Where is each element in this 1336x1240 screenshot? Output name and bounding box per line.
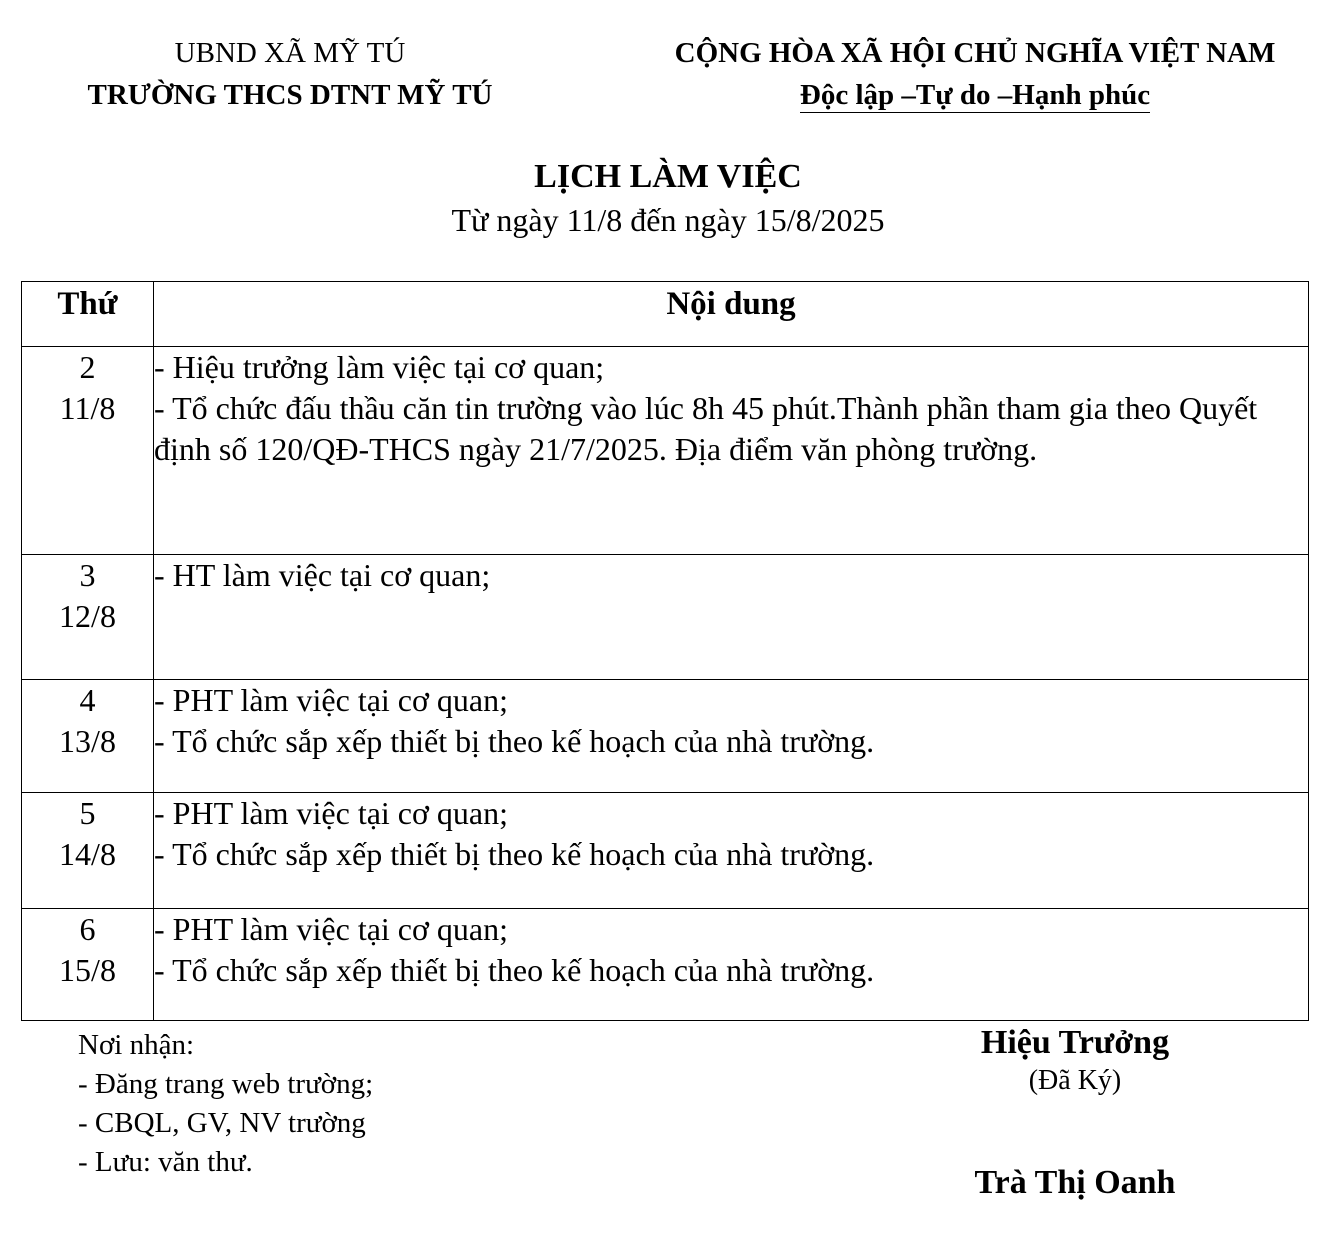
date: 11/8 [59,390,116,426]
content-line: - HT làm việc tại cơ quan; [154,557,491,593]
content-line: - Tổ chức sắp xếp thiết bị theo kế hoạch của nhà trường. [154,836,875,872]
recipients-label: Nơi nhận: [78,1029,195,1061]
signer-title: Hiệu Trưởng [980,1024,1170,1061]
content-line: - PHT làm việc tại cơ quan; [154,911,509,947]
header-content: Nội dung [154,282,1309,347]
date: 12/8 [59,598,116,634]
recipient-item: - Lưu: văn thư. [78,1146,253,1178]
weekday: 6 [79,911,96,947]
table-row [22,909,1309,1021]
weekday: 2 [79,349,96,385]
day-cell [22,680,154,793]
signer-name: Trà Thị Oanh [974,1164,1176,1201]
weekday: 3 [79,557,96,593]
table-row [22,680,1309,793]
content-cell [154,347,1309,555]
day-cell [22,909,154,1021]
national-motto [630,74,1320,116]
weekday: 4 [79,682,96,718]
issuer-school-text: TRƯỜNG THCS DTNT MỸ TÚ [87,79,493,111]
content-line: - Tổ chức sắp xếp thiết bị theo kế hoạch của nhà trường. [154,723,875,759]
recipients-block [78,1026,373,1182]
date: 14/8 [59,836,116,872]
table-row [22,347,1309,555]
issuer-block [40,32,540,116]
recipient-item: - Đăng trang web trường; [78,1068,374,1100]
content-cell [154,793,1309,909]
content-line: - Tổ chức đấu thầu căn tin trường vào lúc 8h 45 phút.Thành phần tham gia theo Quyết định số 120/QĐ-THCS ngày 21/7/2025. Địa điểm văn phòng trường. [154,390,1258,467]
content-cell [154,909,1309,1021]
date: 15/8 [59,952,116,988]
content-line: - Hiệu trưởng làm việc tại cơ quan; [154,349,605,385]
day-cell [22,347,154,555]
date: 13/8 [59,723,116,759]
document-subtitle: Từ ngày 11/8 đến ngày 15/8/2025 [451,202,885,238]
table-row [22,555,1309,680]
table-header-row [22,282,1309,347]
content-line: - PHT làm việc tại cơ quan; [154,795,509,831]
content-line: - Tổ chức sắp xếp thiết bị theo kế hoạch của nhà trường. [154,952,875,988]
recipient-item: - CBQL, GV, NV trường [78,1107,366,1139]
schedule-table [21,281,1309,1021]
table-row [22,793,1309,909]
day-cell [22,793,154,909]
issuer-school [40,74,540,116]
signed-note: (Đã Ký) [1028,1065,1122,1096]
national-motto-text: Độc lập –Tự do –Hạnh phúc [799,79,1151,111]
document-title-block [0,154,1336,240]
national-motto-block [630,32,1320,116]
issuer-authority: UBND XÃ MỸ TÚ [174,37,406,69]
signature-block [900,1022,1250,1204]
content-line: - PHT làm việc tại cơ quan; [154,682,509,718]
day-cell [22,555,154,680]
header-weekday: Thứ [22,282,154,347]
weekday: 5 [79,795,96,831]
content-cell [154,555,1309,680]
national-title: CỘNG HÒA XÃ HỘI CHỦ NGHĨA VIỆT NAM [674,37,1276,69]
document-title: LỊCH LÀM VIỆC [534,158,802,195]
content-cell [154,680,1309,793]
